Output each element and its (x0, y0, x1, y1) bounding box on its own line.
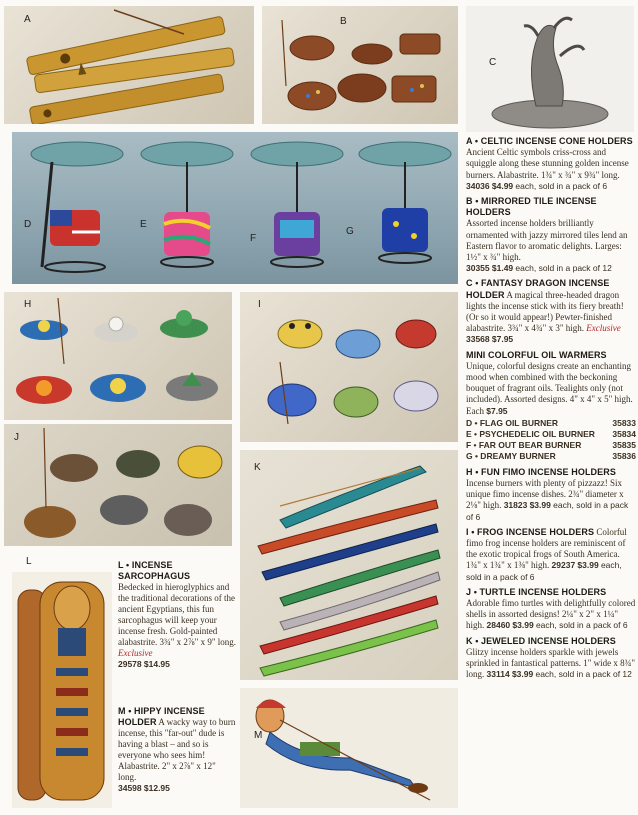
product-l-exclusive: Exclusive (118, 648, 153, 658)
photo-oil-warmers (12, 132, 458, 284)
photo-jeweled-holders (240, 450, 458, 680)
product-j-code: 28460 (486, 620, 511, 631)
product-c-desc: A magical three-headed dragon lights the incense stick with its fiery breath! (Or so it would appear!) Pewter-finished alabastrite. 3¾" x 4¾" x 3" high. (466, 289, 624, 334)
warmer-item (466, 429, 636, 440)
photo-mirrored-tile-holders (262, 6, 458, 124)
product-a-price: $4.99 (491, 180, 514, 191)
product-c-code: 33568 (466, 334, 490, 345)
product-j-title: J • TURTLE INCENSE HOLDERS (466, 586, 607, 597)
product-b-code: 30355 (466, 263, 490, 274)
warmer-item-name: F • FAR OUT BEAR BURNER (466, 440, 582, 451)
warmer-item-code: 35835 (612, 440, 636, 451)
warmers-title: MINI COLORFUL OIL WARMERS (466, 349, 607, 360)
product-c (466, 278, 636, 345)
product-i-price: $3.99 (577, 560, 599, 571)
product-i-title: I • FROG INCENSE HOLDERS (466, 526, 595, 537)
product-j-tail: each, sold in a pack of 6 (535, 620, 628, 631)
label-h: H (24, 299, 32, 310)
product-l-code: 29578 (118, 659, 142, 669)
product-a (466, 136, 636, 192)
product-m-price: $12.95 (143, 783, 170, 793)
label-k: K (254, 462, 261, 473)
product-a-title: A • CELTIC INCENSE CONE HOLDERS (466, 136, 633, 146)
label-g: G (346, 226, 354, 237)
photo-celtic-holders (4, 6, 254, 124)
hippy-illustration (240, 688, 458, 808)
product-b-desc: Assorted incense holders brilliantly ornamented with jazzy mirrored tiles lend an Eastern flavor to aromatic delights. Larges: 1½" x ¾" high. (466, 218, 628, 263)
warmer-item-code: 35834 (612, 429, 636, 440)
product-k-title: K • JEWELED INCENSE HOLDERS (466, 635, 616, 646)
label-d: D (24, 219, 32, 230)
label-j: J (14, 432, 19, 443)
warmer-item-code: 35833 (612, 417, 636, 428)
label-f: F (250, 233, 257, 244)
product-j (466, 587, 636, 632)
product-m-title: M • HIPPY INCENSE HOLDER (118, 706, 205, 727)
label-a: A (24, 14, 31, 25)
product-l-price: $14.95 (143, 659, 170, 669)
sarcophagus-illustration (12, 572, 112, 808)
product-i-desc: Colorful fimo frog incense holders are reminiscent of the exotic tropical frogs of South America. 1¾" x 1¾" x 1⅜" high. (466, 526, 627, 571)
label-c: C (489, 57, 497, 68)
product-c-title: C • FANTASY DRAGON INCENSE HOLDER (466, 278, 610, 300)
product-m-desc: A wacky way to burn incense, this "far-out" dude is having a blast – and so is everyone who sees him! Alabastrite. 2" x 2⅞" x 12" long. (118, 717, 236, 782)
oil-warmers-illustration (12, 132, 458, 284)
photo-hippy-holder (240, 688, 458, 808)
photo-fimo-holders (4, 292, 232, 420)
product-h-title: H • FUN FIMO INCENSE HOLDERS (466, 466, 616, 477)
product-j-desc: Adorable fimo turtles with delightfully colored shells in assorted designs! 2¼" x 2" x 1¼" high. (466, 597, 636, 631)
product-l-desc: Bedecked in hieroglyphics and the traditional decorations of the ancient Egyptians, this fun sarcophagus will keep your incense fresh. Gold-painted alabastrite. 3¾" x 2⅞" x 9" long. (118, 582, 237, 647)
product-l-title: L • INCENSE SARCOPHAGUS (118, 560, 191, 581)
product-i-code: 29237 (551, 560, 576, 571)
warmers-price: $7.95 (486, 405, 508, 416)
photo-turtle-holders (4, 424, 232, 546)
warmer-item (466, 451, 636, 462)
product-a-tail: each, sold in a pack of 6 (515, 180, 608, 191)
dragon-illustration (466, 6, 634, 132)
product-descriptions (466, 136, 636, 684)
product-b-tail: each, sold in a pack of 12 (515, 263, 612, 274)
warmer-item (466, 418, 636, 429)
photo-frog-holders (240, 292, 458, 442)
label-b: B (340, 16, 347, 27)
warmers-desc: Unique, colorful designs create an enchanting mood when combined with the beckoning bouquet of fragrant oils. Tealights only (not included). Assorted designs. 4" x 4" x 5" high. Each (466, 360, 633, 416)
product-k-desc: Glitzy incense holders sparkle with jewels sprinkled in fantastical patterns. 1" wide x 8¾" long. (466, 646, 636, 680)
product-j-price: $3.99 (512, 620, 534, 631)
warmer-item-name: G • DREAMY BURNER (466, 451, 556, 462)
frogs-illustration (240, 292, 458, 442)
fimo-dishes-illustration (4, 292, 232, 420)
label-l: L (26, 556, 32, 567)
warmer-item-code: 35836 (612, 451, 636, 462)
turtles-illustration (4, 424, 232, 546)
product-a-desc: Ancient Celtic symbols criss-cross and squiggle along these stunning golden incense burners. Alabastrite. 1¾" x ¾" x 9¾" long. (466, 147, 629, 180)
warmer-item-name: D • FLAG OIL BURNER (466, 417, 559, 428)
jeweled-holders-illustration (240, 450, 458, 680)
product-m-code: 34598 (118, 783, 142, 793)
product-l (118, 560, 236, 670)
photo-sarcophagus (12, 572, 112, 808)
product-h (466, 467, 636, 523)
product-h-price: $3.99 (529, 500, 551, 511)
product-warmers (466, 350, 636, 417)
photo-dragon-holder (466, 6, 634, 132)
label-i: I (258, 299, 261, 310)
product-h-tail: each, sold in a pack of 6 (466, 500, 629, 522)
product-b-price: $1.49 (491, 263, 514, 274)
product-k-tail: each, sold in a pack of 12 (535, 669, 632, 680)
mirrored-holders-illustration (262, 6, 458, 124)
warmer-item-name: E • PSYCHEDELIC OIL BURNER (466, 429, 595, 440)
product-k (466, 636, 636, 681)
product-i (466, 527, 636, 583)
warmers-list (466, 418, 636, 463)
label-m: M (254, 730, 263, 741)
product-a-code: 34036 (466, 180, 490, 191)
product-b-title: B • MIRRORED TILE INCENSE HOLDERS (466, 196, 597, 218)
celtic-holders-illustration (4, 6, 254, 124)
product-k-price: $3.99 (511, 669, 534, 680)
product-k-code: 33114 (486, 669, 510, 680)
warmer-item (466, 440, 636, 451)
product-b (466, 196, 636, 274)
product-i-tail: each, sold in a pack of 6 (466, 560, 622, 582)
product-h-code: 31823 (503, 500, 528, 511)
product-c-price: $7.95 (491, 334, 514, 345)
product-h-desc: Incense burners with plenty of pizzazz! Six unique fimo incense dishes. 2¾" diameter x 2⅛" high. (466, 477, 624, 511)
product-m (118, 706, 236, 794)
label-e: E (140, 219, 147, 230)
product-c-exclusive: Exclusive (586, 323, 621, 334)
